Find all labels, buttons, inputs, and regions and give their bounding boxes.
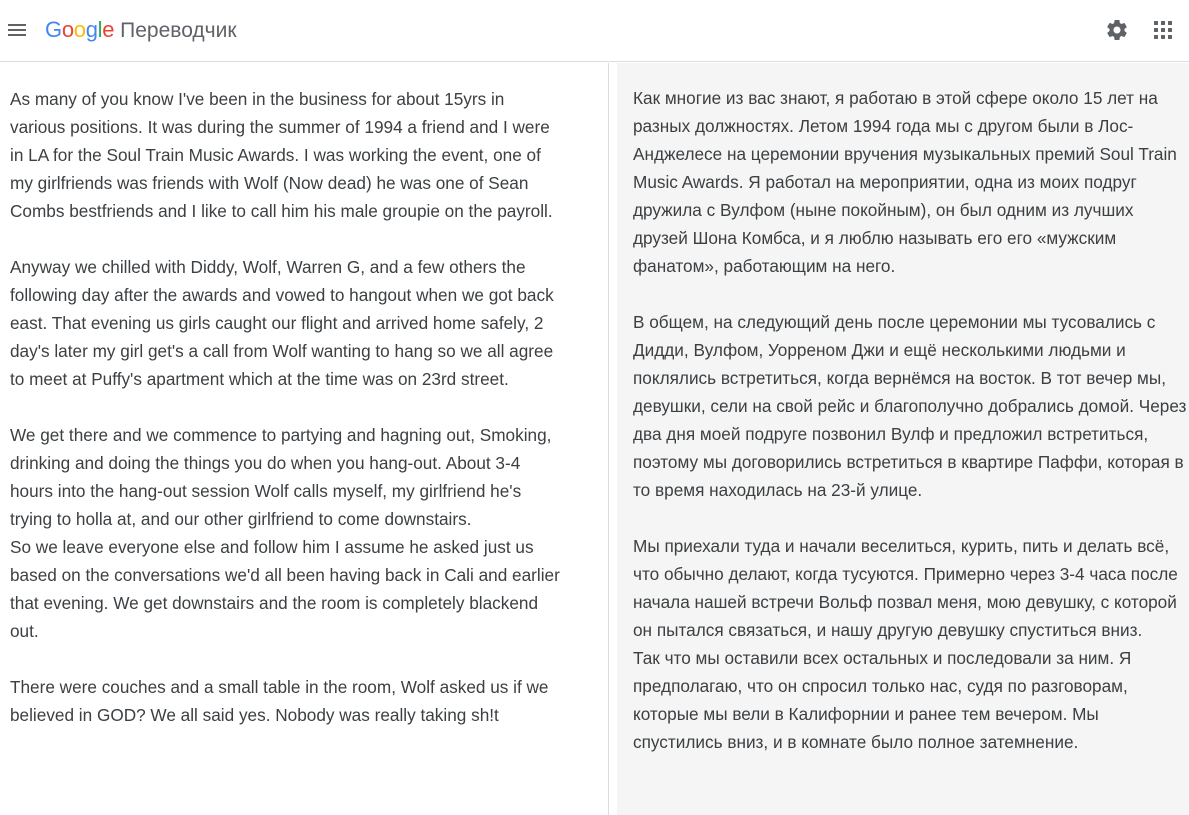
product-name: Переводчик [120, 19, 237, 42]
translation-paragraph: Так что мы оставили всех остальных и последовали за ним. Я предполагаю, что он спросил только нас, судя по разговорам, которые мы вели в Калифорнии и ранее тем вечером. Мы спустились вниз, и в комнате было полное затемнение. [633, 648, 1132, 752]
translation-paragraph: Мы приехали туда и начали веселиться, курить, пить и делать всё, что обычно делают, когда тусуются. Примерно через 3-4 часа после начала нашей встречи Вольф позвал меня, мою девушку, с которой он пытался связаться, и нашу другую девушку спуститься вниз. [633, 536, 1178, 640]
translation-paragraph: В общем, на следующий день после церемонии мы тусовались с Дидди, Вулфом, Уорреном Джи и ещё несколькими людьми и поклялись встретиться, когда вернёмся на восток. В тот вечер мы, девушки, сели на свой рейс и благополучно добрались домой. Через два дня моей подруге позвонил Вулф и предложил встретиться, поэтому мы договорились встретиться в квартире Паффи, которая в то время находилась на 23-й улице. [633, 312, 1187, 500]
source-paragraph: Anyway we chilled with Diddy, Wolf, Warren G, and a few others the following day after the awards and vowed to hangout when we got back east. That evening us girls caught our flight and arrived home safely, 2 day's later my girl get's a call from Wolf wanting to hang so we all agree to meet at Puffy's apartment which at the time was on 23rd street. [10, 257, 554, 389]
pane-divider [608, 63, 609, 815]
google-translate-logo[interactable] [45, 17, 237, 45]
menu-icon[interactable] [6, 19, 28, 41]
translation-text [633, 84, 1189, 784]
translation-paragraph: Как многие из вас знают, я работаю в этой сфере около 15 лет на разных должностях. Летом 1994 года мы с другом были в Лос-Анджелесе на церемонии вручения музыкальных премий Soul Train Music Awards. Я работал на мероприятии, одна из моих подруг дружила с Вулфом (ныне покойным), он был одним из лучших друзей Шона Комбса, и я люблю называть его его «мужским фанатом», работающим на него. [633, 88, 1177, 276]
source-paragraph: There were couches and a small table in the room, Wolf asked us if we believed in GOD? We all said yes. Nobody was really taking sh!t [10, 677, 549, 725]
gear-icon[interactable] [1105, 18, 1129, 42]
source-paragraph: As many of you know I've been in the business for about 15yrs in various positions. It was during the summer of 1994 a friend and I were in LA for the Soul Train Music Awards. I was working the event, one of my girlfriends was friends with Wolf (Now dead) he was one of Sean Combs bestfriends and I like to call him his male groupie on the payroll. [10, 89, 553, 221]
source-paragraph: We get there and we commence to partying and hagning out, Smoking, drinking and doing the things you do when you hang-out. About 3-4 hours into the hang-out session Wolf calls myself, my girlfriend he's trying to holla at, and our other girlfriend to come downstairs. [10, 425, 552, 529]
apps-grid-icon[interactable] [1152, 19, 1174, 41]
source-text[interactable] [10, 85, 562, 757]
app-header [0, 0, 1189, 62]
source-paragraph: So we leave everyone else and follow him I assume he asked just us based on the conversations we'd all been having back in Cali and earlier that evening. We get downstairs and the room is completely blackend out. [10, 537, 560, 641]
translation-pane [617, 63, 1189, 815]
google-wordmark: Google [45, 17, 115, 42]
source-text-pane[interactable] [0, 63, 608, 815]
